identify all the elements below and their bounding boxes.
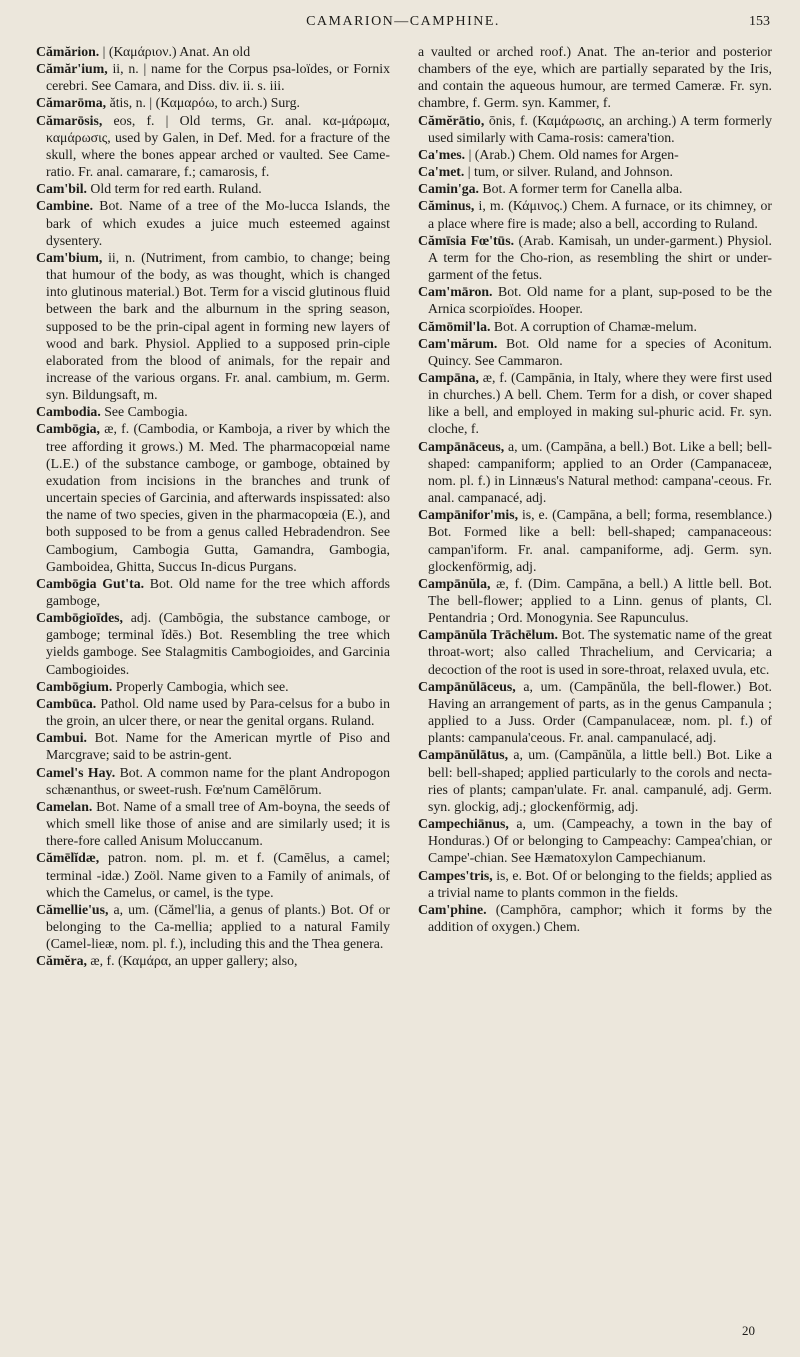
dictionary-entry bbox=[418, 146, 772, 163]
dictionary-entry bbox=[418, 678, 772, 747]
dictionary-entry bbox=[418, 867, 772, 901]
dictionary-entry bbox=[418, 112, 772, 146]
entry-headword: Cambōgioīdes, bbox=[36, 610, 124, 626]
entry-definition: is, e. Bot. Of or belonging to the fields; applied as a trivial name to plants common in the fields. bbox=[428, 867, 772, 900]
entry-definition: a, um. (Campeachy, a town in the bay of Honduras.) Of or belonging to Campeachy: Campea'chian, or Campe'-chian. See Hæmatoxylon Campechianum. bbox=[428, 816, 772, 866]
entry-definition: is, e. (Campāna, a bell; forma, resemblance.) Bot. Formed like a bell: bell-shaped; campanaceous: campan'iform. Fr. anal. campaniforme, adj. Germ. syn. glockenförmig, adj. bbox=[428, 507, 772, 574]
entry-headword: Cambūca. bbox=[36, 695, 97, 711]
entry-definition: Bot. Name of a tree of the Mo-lucca Islands, the bark of which exudes a juice much esteemed against dysentery. bbox=[46, 198, 390, 248]
dictionary-entry bbox=[418, 163, 772, 180]
entry-definition: patron. nom. pl. m. et f. (Camēlus, a camel; terminal -idæ.) Zoöl. Name given to a Family of animals, of which the Camelus, or camel, is the type. bbox=[46, 850, 390, 900]
entry-definition: Bot. Old name for the tree which affords gamboge, bbox=[46, 575, 390, 608]
entry-headword: Campānifor'mis, bbox=[418, 507, 519, 523]
entry-definition: ătis, n. | (Καμαρόω, to arch.) Surg. bbox=[106, 95, 300, 111]
entry-headword: Cămarōsis, bbox=[36, 112, 103, 128]
dictionary-entry bbox=[418, 815, 772, 866]
dictionary-entry bbox=[418, 626, 772, 677]
entry-headword: Cambodia. bbox=[36, 404, 101, 420]
entry-definition: Bot. Old name for a species of Aconitum. Quincy. See Cammaron. bbox=[428, 335, 772, 368]
entry-definition: (Camphōra, camphor; which it forms by the addition of oxygen.) Chem. bbox=[428, 901, 772, 934]
entry-headword: Cam'māron. bbox=[418, 284, 493, 300]
entry-headword: Campānŭla, bbox=[418, 575, 491, 591]
entry-definition: Bot. A common name for the plant Andropogon schænanthus, or sweet-rush. Fœ'num Camēlōrum. bbox=[46, 764, 390, 797]
entry-headword: Ca'met. bbox=[418, 164, 465, 180]
dictionary-entry bbox=[418, 438, 772, 507]
dictionary-entry bbox=[36, 403, 390, 420]
entry-definition: (Arab. Kamisah, un under-garment.) Physiol. A term for the Cho-rion, as resembling the shirt or under-garment of the fetus. bbox=[428, 232, 772, 283]
entry-headword: Căminus, bbox=[418, 198, 475, 214]
entry-headword: Cam'bil. bbox=[36, 181, 87, 197]
entry-definition: i, m. (Κάμινος.) Chem. A furnace, or its chimney, or a place where fire is made; also a bell, according to Ruland. bbox=[428, 198, 772, 231]
dictionary-entry bbox=[36, 60, 390, 94]
signature-mark: 20 bbox=[742, 1323, 755, 1338]
entry-headword: Campechiānus, bbox=[418, 816, 509, 832]
entry-headword: Cămōmil'la. bbox=[418, 318, 491, 334]
entry-definition: | (Καμάριον.) Anat. An old bbox=[99, 44, 251, 59]
dictionary-entry bbox=[36, 94, 390, 111]
entry-headword: Cambōgia Gut'ta. bbox=[36, 575, 145, 591]
entry-headword: Ca'mes. bbox=[418, 146, 466, 162]
dictionary-entry bbox=[418, 283, 772, 317]
entry-headword: Cambōgium. bbox=[36, 678, 113, 694]
dictionary-entry bbox=[36, 849, 390, 900]
entry-headword: Cămărion. bbox=[36, 44, 100, 59]
entry-definition: a, um. (Campānŭla, a little bell.) Bot. Like a bell: bell-shaped; applied particularly to the corols and necta-ries of plants; campan'ulate. Fr. anal. campanulé, adj. Germ. syn. glockig, adj.; glockenförmig, adj. bbox=[428, 747, 772, 814]
entry-headword: Cămarōma, bbox=[36, 95, 107, 111]
dictionary-entry bbox=[418, 506, 772, 575]
dictionary-entry bbox=[418, 180, 772, 197]
page-number: 153 bbox=[749, 14, 770, 29]
entry-headword: Camel's Hay. bbox=[36, 764, 116, 780]
entry-definition: ōnis, f. (Καμάρωσις, an arching.) A term formerly used similarly with Cama-rosis: camera'tion. bbox=[428, 112, 772, 145]
entry-definition: a, um. (Cămel'lia, a genus of plants.) Bot. Of or belonging to the Ca-mellia; applied to a natural Family (Camel-lieæ, nom. pl. f.), including this and the Thea genera. bbox=[46, 901, 390, 952]
entry-headword: Cămēlĭdæ, bbox=[36, 850, 100, 866]
entry-definition: a, um. (Campāna, a bell.) Bot. Like a bell; bell-shaped: campaniform; applied to an Order (Campanaceæ, nom. pl. f.) in Linnæus's Natural method: campana'-ceous. Fr. anal. campanacé, adj. bbox=[428, 438, 772, 506]
entry-headword: Cămăr'ium, bbox=[36, 61, 108, 77]
entry-headword: Cam'mărum. bbox=[418, 335, 498, 351]
dictionary-entry bbox=[418, 232, 772, 283]
dictionary-entry bbox=[36, 695, 390, 729]
dictionary-entry bbox=[36, 575, 390, 609]
entry-definition: æ, f. (Καμάρα, an upper gallery; also, bbox=[86, 953, 298, 969]
entry-headword: Cambine. bbox=[36, 198, 94, 214]
entry-definition: ii, n. (Nutriment, from cambio, to change; being that humour of the body, as was thought, which is changed into glutinous material.) Bot. Term for a viscid glutinous fluid between the bark and the alburnum in the spring season, supposed to be the prin-cipal agent in forming new layers of wood and bark. Physiol. Applied to a supposed prin-ciple elaborated from the blood of animals, for the repair and increase of the various organs. Fr. anal. cambium, m. Germ. syn. Bildungsaft, m. bbox=[46, 249, 390, 403]
entry-headword: Campānŭlātus, bbox=[418, 747, 509, 763]
entry-headword: Camelan. bbox=[36, 798, 93, 814]
page-header bbox=[36, 14, 770, 36]
dictionary-entry bbox=[36, 249, 390, 403]
dictionary-entry bbox=[418, 335, 772, 369]
dictionary-entry bbox=[36, 197, 390, 248]
entry-headword: Camin'ga. bbox=[418, 181, 479, 197]
dictionary-entry bbox=[36, 798, 390, 849]
dictionary-entry bbox=[418, 369, 772, 438]
entry-definition: Pathol. Old name used by Para-celsus for a bubo in the groin, an ulcer there, or near the genital organs. Ruland. bbox=[46, 695, 390, 729]
dictionary-entry bbox=[418, 318, 772, 335]
entry-headword: Cămellie'us, bbox=[36, 901, 109, 917]
entry-definition: æ, f. (Cambodia, or Kamboja, a river by which the tree affording it grows.) M. Med. The pharmacopœial name (L.E.) of the substance camboge, or gamboge, obtained by exudation from incisions in the branches and trunk of uncertain species of Garcinia, and afterwards inspissated: also the name of two species, given in the pharmacopœia (E.), and both supposed to be from a genus called Hebradendron. See Cambogium, Cambogia Gutta, Gamandra, Gambogia, Gamboidea, Ghitta, Succus In-dicus Purgans. bbox=[46, 421, 390, 574]
entry-definition: | (Arab.) Chem. Old names for Argen- bbox=[465, 146, 679, 162]
entry-definition: Bot. Name of a small tree of Am-boyna, the seeds of which smell like those of anise and are similarly used; it is there-fore called Anisum Moluccanum. bbox=[46, 798, 390, 849]
entry-definition: a vaulted or arched roof.) Anat. The an-terior and posterior chambers of the eye, which are partially separated by the Iris, and contain the aqueous humour, are termed Cameræ. Fr. syn. chambre, f. Germ. syn. Kammer, f. bbox=[418, 44, 772, 111]
dictionary-entry bbox=[418, 746, 772, 815]
entry-headword: Campānāceus, bbox=[418, 438, 505, 454]
entry-definition: Old term for red earth. Ruland. bbox=[86, 181, 262, 197]
dictionary-entry bbox=[418, 901, 772, 935]
entry-headword: Cămĕra, bbox=[36, 953, 87, 969]
entry-headword: Campāna, bbox=[418, 369, 479, 385]
dictionary-entry bbox=[36, 43, 390, 60]
entry-definition: | tum, or silver. Ruland, and Johnson. bbox=[464, 164, 673, 180]
dictionary-entry bbox=[36, 952, 390, 969]
entry-definition: æ, f. (Campānia, in Italy, where they were first used in churches.) A bell. Chem. Term for a dish, or cover shaped like a bell, and employed in making sul-phuric acid. Fr. syn. cloche, f. bbox=[428, 369, 772, 437]
dictionary-entry bbox=[36, 901, 390, 952]
left-column bbox=[36, 43, 390, 1343]
entry-headword: Campes'tris, bbox=[418, 867, 493, 883]
dictionary-entry bbox=[36, 420, 390, 574]
dictionary-entry bbox=[418, 575, 772, 626]
entry-definition: Bot. A corruption of Chamæ-melum. bbox=[490, 318, 697, 334]
dictionary-entry bbox=[36, 180, 390, 197]
entry-definition: Bot. The systematic name of the great throat-wort; also called Thrachelium, and Cervicaria; a decoction of the root is used in sore-throat, relaxed uvula, etc. bbox=[428, 627, 772, 677]
entry-definition: a, um. (Campānŭla, the bell-flower.) Bot. Having an arrangement of parts, as in the genus Campanula ; applied to a Juss. Order (Campanulaceæ, nom. pl. f.) of plants: campanula'ceous. Fr. anal. campanulacé, adj. bbox=[428, 678, 772, 746]
entry-headword: Cămīsia Fœ'tūs. bbox=[418, 232, 515, 248]
entry-headword: Cămĕrātio, bbox=[418, 112, 485, 128]
entry-headword: Cam'bium, bbox=[36, 249, 103, 265]
entry-headword: Cambui. bbox=[36, 730, 87, 746]
entry-definition: Properly Cambogia, which see. bbox=[112, 678, 289, 694]
entry-headword: Campānŭla Trāchēlum. bbox=[418, 627, 558, 643]
entry-definition: Bot. A former term for Canella alba. bbox=[478, 181, 683, 197]
dictionary-entry bbox=[36, 112, 390, 181]
entry-headword: Cambōgia, bbox=[36, 421, 101, 437]
entry-definition: eos, f. | Old terms, Gr. anal. κα-μάρωμα, καμάρωσις, used by Galen, in Def. Med. for a fracture of the skull, where the bones appear arched or vaulted. See Came-ratio. Fr. anal. camarare, f.; camarosis, f. bbox=[46, 112, 390, 180]
dictionary-entry bbox=[36, 609, 390, 678]
entry-definition: æ, f. (Dim. Campāna, a bell.) A little bell. Bot. The bell-flower; applied to a Linn. genus of plants, Cl. Pentandria ; Ord. Monogynia. See Rapunculus. bbox=[428, 575, 772, 626]
entry-definition: Bot. Old name for a plant, sup-posed to be the Arnica scorpioïdes. Hooper. bbox=[428, 284, 772, 317]
dictionary-entry bbox=[36, 729, 390, 763]
dictionary-entry bbox=[418, 197, 772, 231]
dictionary-entry bbox=[36, 678, 390, 695]
entry-definition: Bot. Name for the American myrtle of Piso and Marcgrave; said to be astrin-gent. bbox=[46, 730, 390, 763]
text-columns bbox=[36, 43, 772, 1343]
dictionary-entry bbox=[36, 764, 390, 798]
entry-definition: See Cambogia. bbox=[100, 404, 188, 420]
running-head: CAMARION—CAMPHINE. bbox=[306, 14, 500, 29]
entry-definition: ii, n. | name for the Corpus psa-loïdes, or Fornix cerebri. See Camara, and Diss. div. ii. s. iii. bbox=[46, 61, 390, 94]
entry-headword: Campānŭlāceus, bbox=[418, 678, 516, 694]
entry-definition: adj. (Cambōgia, the substance camboge, or gamboge; terminal ĭdēs.) Bot. Resembling the tree which yields gamboge. See Stalagmitis Cambogioides, and Garcinia Cambogioides. bbox=[46, 610, 390, 677]
right-column bbox=[418, 43, 772, 1343]
entry-headword: Cam'phine. bbox=[418, 901, 487, 917]
dictionary-entry bbox=[418, 43, 772, 112]
